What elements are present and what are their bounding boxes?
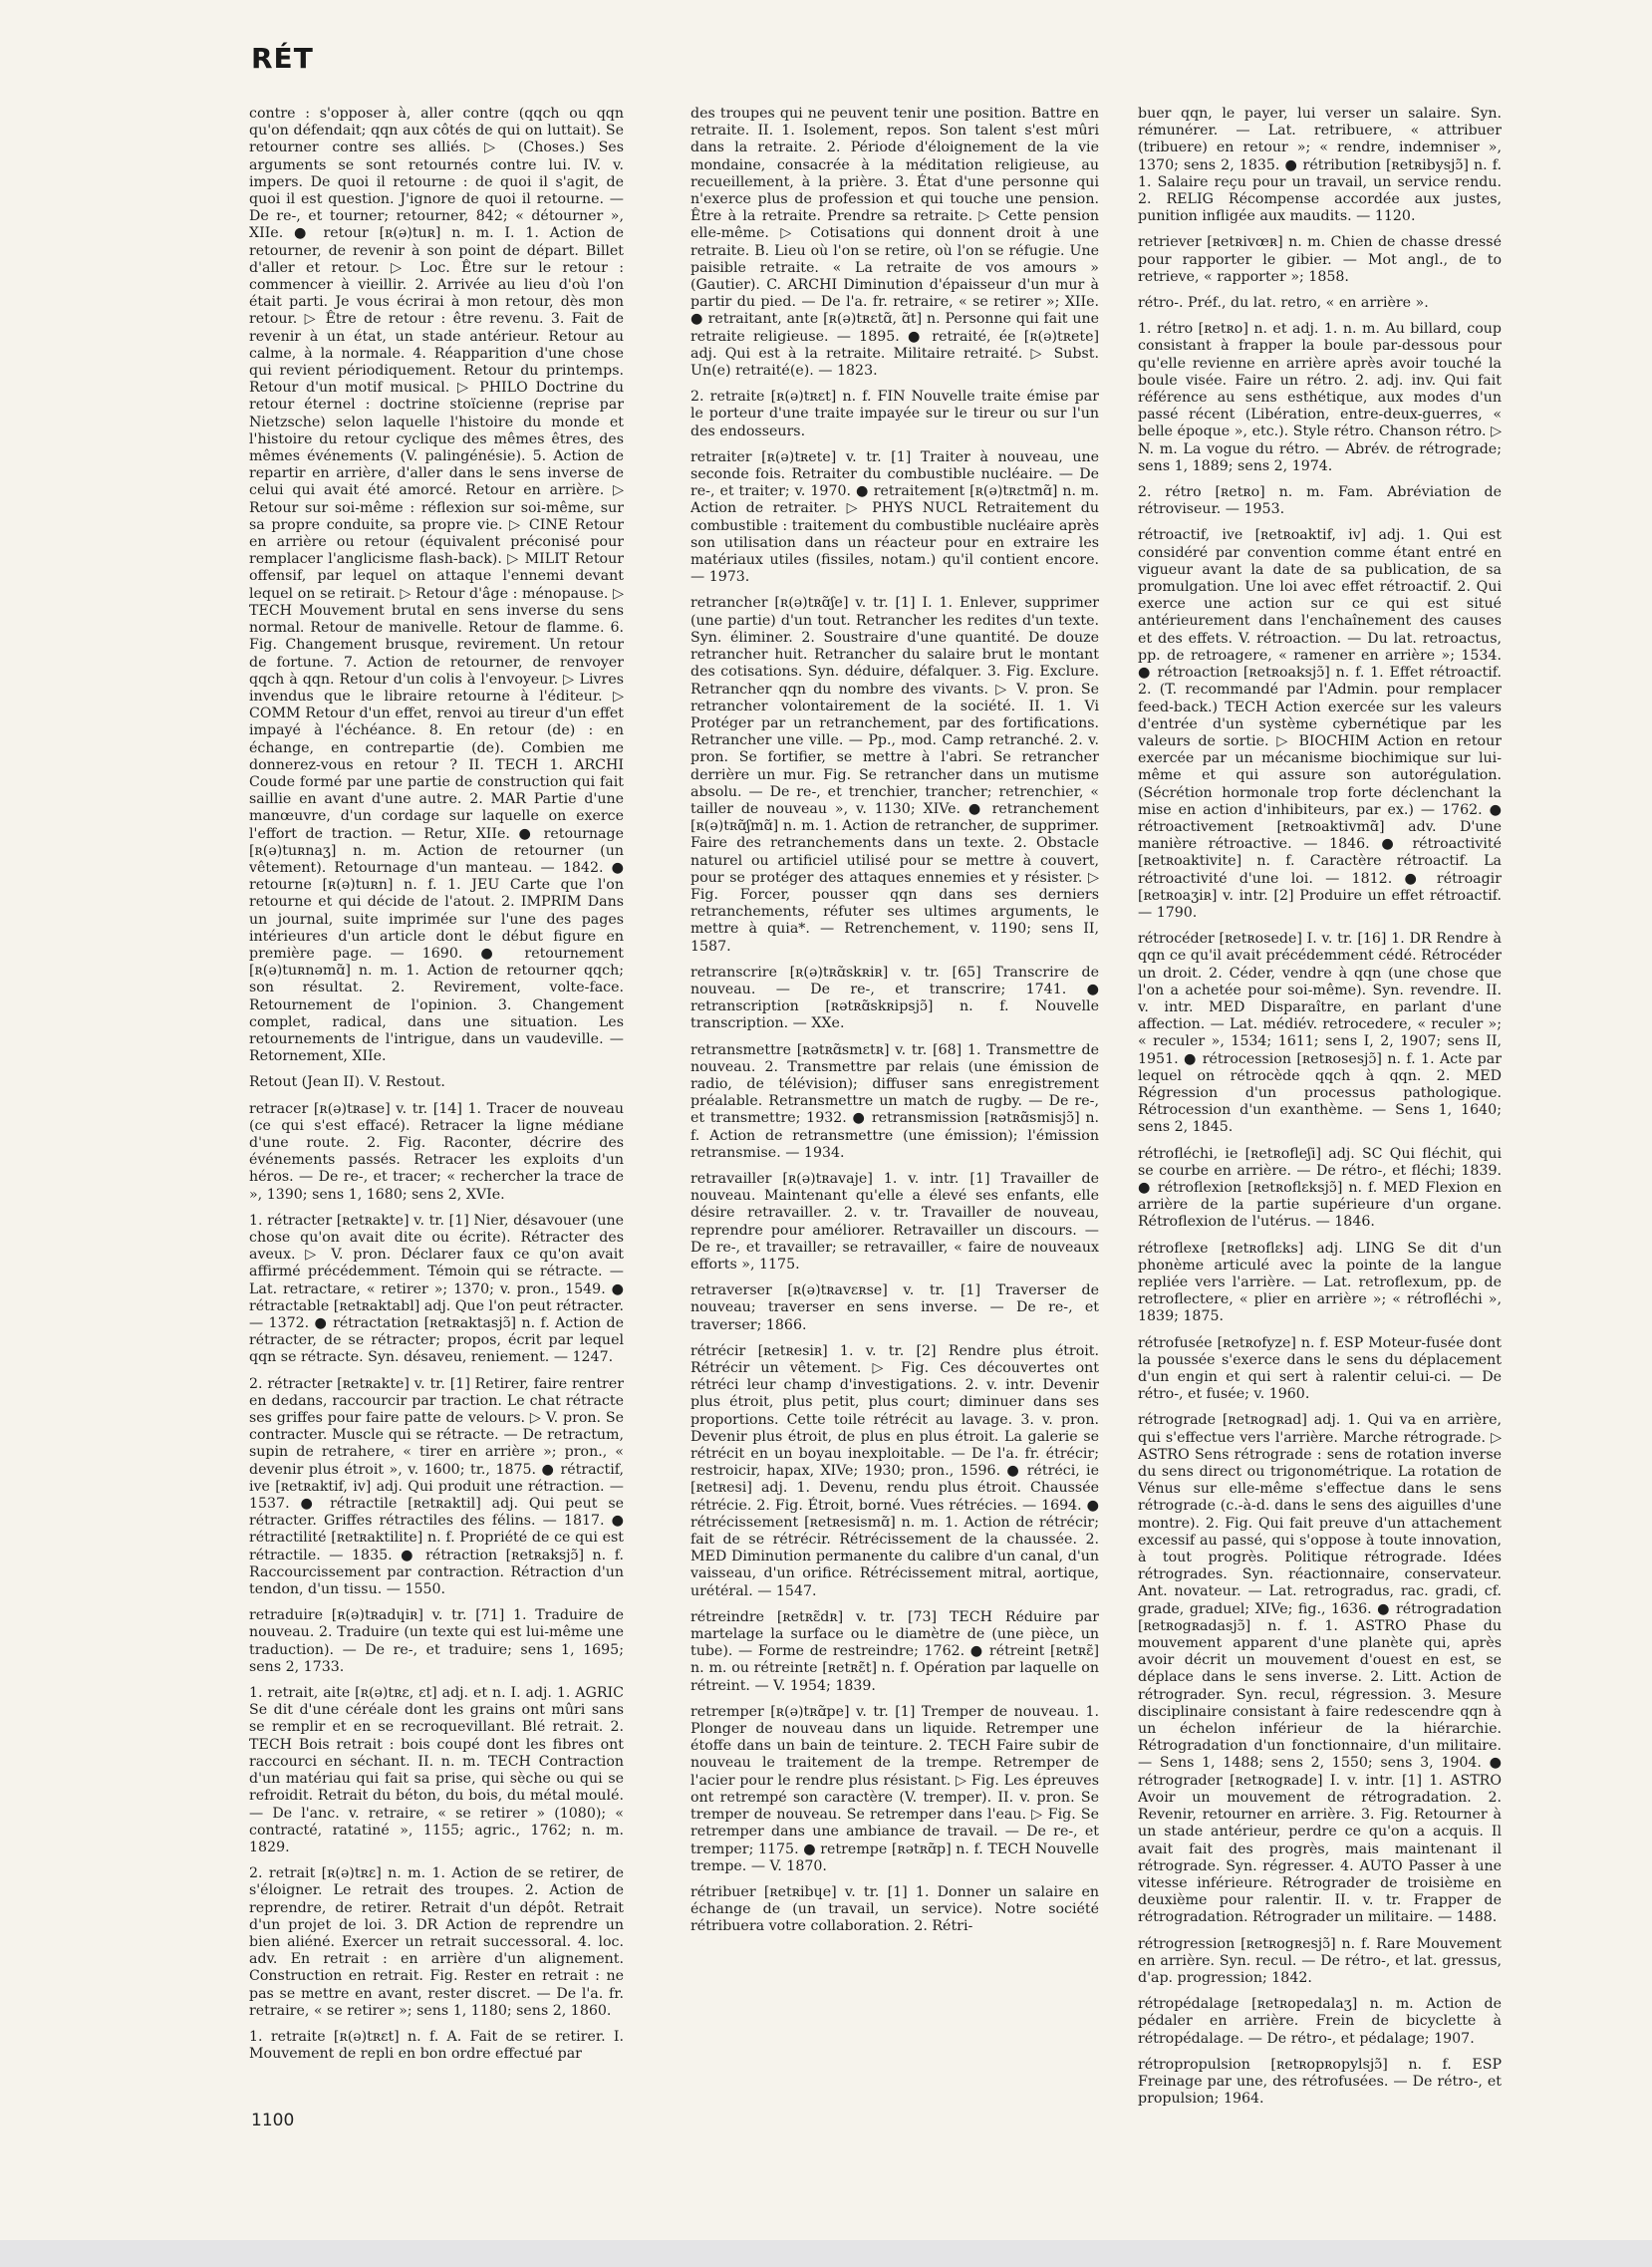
entry-retreindre: rétreindre [ʀetʀɛ̃dʀ] v. tr. [73] TECH Réduire par martelage la surface ou le diamètre de (une pièce, un tube). — Forme de restreindre; 1762. ● rétreint [ʀetʀɛ̃] n. m. ou rétreinte [ʀetʀɛ̃t] n. f. Opération par laquelle on rétreint. — V. 1954; 1839. bbox=[690, 1608, 1099, 1694]
entry-retro-prefix: rétro-. Préf., du lat. retro, « en arrière ». bbox=[1138, 295, 1429, 312]
entry-retrait-2: 2. retrait [ʀ(ə)tʀɛ] n. m. 1. Action de se retirer, de s'éloigner. Le retrait des troupes. 2. Action de reprendre, de retirer. Retrait d'un dépôt. Retrait d'un projet de loi. 3. DR Action de reprendre un bien aliéné. Exercer un retrait successoral. 4. loc. adv. En retrait : en arrière d'un alignement. Construction en retrait. Fig. Rester en retrait : ne pas se mettre en avant, rester discret. — De l'a. fr. retraire, « se retirer »; sens 1, 1180; sens 2, 1860. bbox=[249, 1865, 624, 2019]
entry-retro-1: 1. rétro [ʀetʀo] n. et adj. 1. n. m. Au billard, coup consistant à frapper la boule par-dessous pour qu'elle revienne en arrière après avoir touché la boule visée. Faire un rétro. 2. adj. inv. Qui fait référence au sens esthétique, aux modes d'un passé récent (Libération, entre-deux-guerres, « belle époque », etc.). Style rétro. Chanson rétro. ▷ N. m. La vogue du rétro. — Abrév. de rétrograde; sens 1, 1889; sens 2, 1974. bbox=[1138, 321, 1502, 474]
column-left bbox=[249, 106, 624, 2109]
entry-retropropulsion: rétropropulsion [ʀetʀopʀopylsjɔ̃] n. f. ESP Freinage par une, des rétrofusées. — De rétro-, et propulsion; 1964. bbox=[1138, 2056, 1502, 2108]
entry-retroflexe: rétroflexe [ʀetʀoflɛks] adj. LING Se dit d'un phonème articulé avec la pointe de la langue repliée vers l'arrière. — Lat. retroflexum, pp. de retroflectere, « plier en arrière »; « rétrofléchi », 1839; 1875. bbox=[1138, 1240, 1502, 1325]
entry-retracter-2: 2. rétracter [ʀetʀakte] v. tr. [1] Retirer, faire rentrer en dedans, raccourcir par traction. Le chat rétracte ses griffes pour faire patte de velours. ▷ V. pron. Se contracter. Muscle qui se rétracte. — De retractum, supin de retrahere, « tirer en arrière »; pron., « devenir plus étroit », v. 1600; tr., 1875. ● rétractif, ive [ʀetʀaktif, iv] adj. Qui produit une rétraction. — 1537. ● rétractile [ʀetʀaktil] adj. Qui peut se rétracter. Griffes rétractiles des félins. — 1817. ● rétractilité [ʀetʀaktilite] n. f. Propriété de ce qui est rétractile. — 1835. ● rétraction [ʀetʀaksjɔ̃] n. f. Raccourcissement par contraction. Rétraction d'un tendon, d'un tissu. — 1550. bbox=[249, 1375, 624, 1598]
entry-retro-2: 2. rétro [ʀetʀo] n. m. Fam. Abréviation de rétroviseur. — 1953. bbox=[1138, 484, 1502, 518]
column-right bbox=[1138, 106, 1502, 2109]
entry-retrancher: retrancher [ʀ(ə)tʀɑ̃ʃe] v. tr. [1] I. 1. Enlever, supprimer (une partie) d'un tout. Retrancher les redites d'un texte. Syn. éliminer. 2. Soustraire d'une quantité. De douze retrancher huit. Retrancher du salaire brut le montant des cotisations. Syn. déduire, défalquer. 3. Fig. Exclure. Retrancher qqn du nombre des vivants. ▷ V. pron. Se retrancher volontairement de la société. II. 1. Vi Protéger par un retranchement, par des fortifications. Retrancher une ville. — Pp., mod. Camp retranché. 2. v. pron. Se fortifier, se mettre à l'abri. Se retrancher derrière un mur. Fig. Se retrancher dans un mutisme absolu. — De re-, et trenchier, trancher; retrenchier, « tailler de nouveau », v. 1130; XIVe. ● retranchement [ʀ(ə)tʀɑ̃ʃmɑ̃] n. m. 1. Action de retrancher, de supprimer. Faire des retranchements dans un texte. 2. Obstacle naturel ou artificiel utilisé pour se mettre à couvert, pour se protéger des attaques ennemies et y résister. ▷ Fig. Forcer, pousser qqn dans ses derniers retranchements, réfuter ses ultimes arguments, le mettre à quia*. — Retrenchement, v. 1190; sens II, 1587. bbox=[690, 595, 1099, 955]
entry-retourner-cont: contre : s'opposer à, aller contre (qqch ou qqn qu'on défendait; qqn aux côtés de qui on luttait). Se retourner contre ses alliés. ▷ (Choses.) Ses arguments se sont retournés contre lui. IV. v. impers. De quoi il retourne : de quoi il s'agit, de quoi il est question. J'ignore de quoi il retourne. — De re-, et tourner; retourner, 842; « détourner », XIIe. ● retour [ʀ(ə)tuʀ] n. m. I. 1. Action de retourner, de revenir à son point de départ. Billet d'aller et retour. ▷ Loc. Être sur le retour : commencer à vieillir. 2. Arrivée au lieu d'où l'on était parti. Je vous écrirai à mon retour, dès mon retour. ▷ Être de retour : être revenu. 3. Fait de revenir à un état, un stade antérieur. Retour au calme, à la normale. 4. Réapparition d'une chose qui revient périodiquement. Retour du printemps. Retour d'un motif musical. ▷ PHILO Doctrine du retour éternel : doctrine stoïcienne (reprise par Nietzsche) selon laquelle l'histoire du monde et l'histoire du retour cyclique des mêmes êtres, des mêmes événements (V. palingénésie). 5. Action de repartir en arrière, d'aller dans le sens inverse de celui qui avait été amorcé. Retour en arrière. ▷ Retour sur soi-même : réflexion sur soi-même, sur sa propre conduite, sa propre vie. ▷ CINE Retour en arrière ou retour (équivalent préconisé pour remplacer l'anglicisme flash-back). ▷ MILIT Retour offensif, par lequel on attaque l'ennemi devant lequel on se retirait. ▷ Retour d'âge : ménopause. ▷ TECH Mouvement brutal en sens inverse du sens normal. Retour de manivelle. Retour de flamme. 6. Fig. Changement brusque, revirement. Un retour de fortune. 7. Action de retourner, de renvoyer qqch à qqn. Retour d'un colis à l'envoyeur. ▷ Livres invendus que le libraire retourne à l'éditeur. ▷ COMM Retour d'un effet, renvoi au tireur d'un effet impayé à l'échéance. 8. En retour (de) : en échange, en contrepartie (de). Combien me donnerez-vous en retour ? II. TECH 1. ARCHI Coude formé par une partie de construction qui fait saillie en avant d'une autre. 2. MAR Partie d'une manœuvre, d'un cordage sur laquelle on exerce l'effort de traction. — Retur, XIIe. ● retournage [ʀ(ə)tuʀnaʒ] n. m. Action de retourner (un vêtement). Retournage d'un manteau. — 1842. ● retourne [ʀ(ə)tuʀn] n. f. 1. JEU Carte que l'on retourne et qui décide de l'atout. 2. IMPRIM Dans un journal, suite imprimée sur l'une des pages intérieures d'un article dont le début figure en première page. — 1690. ● retournement [ʀ(ə)tuʀnəmɑ̃] n. m. 1. Action de retourner qqch; son résultat. 2. Revirement, volte-face. Retournement de l'opinion. 3. Changement complet, radical, dans une situation. Les retournements de l'intrigue, dans un vaudeville. — Retornement, XIIe. bbox=[249, 106, 624, 1065]
entry-retraduire: retraduire [ʀ(ə)tʀadɥiʀ] v. tr. [71] 1. Traduire de nouveau. 2. Traduire (un texte qui est lui-même une traduction). — De re-, et traduire; sens 1, 1695; sens 2, 1733. bbox=[249, 1607, 624, 1675]
entry-retroactif: rétroactif, ive [ʀetʀoaktif, iv] adj. 1. Qui est considéré par convention comme étant entré en vigueur avant la date de sa publication, de sa promulgation. Une loi avec effet rétroactif. 2. Qui exerce une action sur ce qui est situé antérieurement dans l'enchaînement des causes et des effets. V. rétroaction. — Du lat. retroactus, pp. de retroagere, « ramener en arrière »; 1534. ● rétroaction [ʀetʀoaksjɔ̃] n. f. 1. Effet rétroactif. 2. (T. recommandé par l'Admin. pour remplacer feed-back.) TECH Action exercée sur les valeurs d'entrée d'un système cybernétique par les valeurs de sortie. ▷ BIOCHIM Action en retour exercée par un mécanisme biochimique sur lui-même et qui assure son autorégulation. (Sécrétion hormonale trop forte déclenchant la mise en action d'inhibiteurs, par ex.) — 1762. ● rétroactivement [ʀetʀoaktivmɑ̃] adv. D'une manière rétroactive. — 1846. ● rétroactivité [ʀetʀoaktivite] n. f. Caractère rétroactif. La rétroactivité d'une loi. — 1812. ● rétroagir [ʀetʀoaʒiʀ] v. intr. [2] Produire un effet rétroactif. — 1790. bbox=[1138, 527, 1502, 921]
entry-retrograde: rétrograde [ʀetʀogʀad] adj. 1. Qui va en arrière, qui s'effectue vers l'arrière. Marche rétrograde. ▷ ASTRO Sens rétrograde : sens de rotation inverse du sens direct ou trigonométrique. La rotation de Vénus sur elle-même s'effectue dans le sens rétrograde (c.-à-d. dans le sens des aiguilles d'une montre). 2. Fig. Qui fait preuve d'un attachement excessif au passé, qui s'oppose à toute innovation, à tout progrès. Politique rétrograde. Idées rétrogrades. Syn. réactionnaire, conservateur. Ant. novateur. — Lat. retrogradus, rac. gradi, cf. grade, graduel; XIVe; fig., 1636. ● rétrogradation [ʀetʀogʀadasjɔ̃] n. f. 1. ASTRO Phase du mouvement apparent d'une planète qui, après avoir décrit un mouvement d'ouest en est, se déplace dans le sens inverse. 2. Litt. Action de rétrograder. Syn. recul, régression. 3. Mesure disciplinaire consistant à faire redescendre qqn à un échelon inférieur de la hiérarchie. Rétrogradation d'un fonctionnaire, d'un militaire. — Sens 1, 1488; sens 2, 1550; sens 3, 1904. ● rétrograder [ʀetʀogʀade] I. v. intr. [1] 1. ASTRO Avoir un mouvement de rétrogradation. 2. Revenir, retourner en arrière. 3. Fig. Retourner à un stade antérieur, perdre ce qu'on a acquis. Il avait fait des progrès, mais maintenant il rétrograde. Syn. régresser. 4. AUTO Passer à une vitesse inférieure. Rétrograder de troisième en deuxième pour ralentir. II. v. tr. Frapper de rétrogradation. Rétrograder un militaire. — 1488. bbox=[1138, 1412, 1502, 1926]
entry-retracer: retracer [ʀ(ə)tʀase] v. tr. [14] 1. Tracer de nouveau (ce qui s'est effacé). Retracer la ligne médiane d'une route. 2. Fig. Raconter, décrire des événements passés. Retracer les exploits d'un héros. — De re-, et tracer; « rechercher la trace de », 1390; sens 1, 1680; sens 2, XVIe. bbox=[249, 1100, 624, 1203]
entry-retroceder: rétrocéder [ʀetʀosede] I. v. tr. [16] 1. DR Rendre à qqn ce qu'il avait précédemment cédé. Rétrocéder un droit. 2. Céder, vendre à qqn (une chose que l'on a achetée pour soi-même). Syn. revendre. II. v. intr. MED Disparaître, en parlant d'une affection. — Lat. médiév. retrocedere, « reculer »; « reculer », 1534; 1611; sens I, 2, 1907; sens II, 1951. ● rétrocession [ʀetʀosesjɔ̃] n. f. 1. Acte par lequel on rétrocède qqch à qqn. 2. MED Régression d'un processus pathologique. Rétrocession d'un exanthème. — Sens 1, 1640; sens 2, 1845. bbox=[1138, 931, 1502, 1136]
entry-retraverser: retraverser [ʀ(ə)tʀavɛʀse] v. tr. [1] Traverser de nouveau; traverser en sens inverse. — De re-, et traverser; 1866. bbox=[690, 1282, 1099, 1333]
entry-retrofusee: rétrofusée [ʀetʀofyze] n. f. ESP Moteur-fusée dont la poussée s'exerce dans le sens du déplacement d'un engin et qui sert à ralentir celui-ci. — De rétro-, et fusée; v. 1960. bbox=[1138, 1334, 1502, 1403]
entry-retraite-1-cont: des troupes qui ne peuvent tenir une position. Battre en retraite. II. 1. Isolement, repos. Son talent s'est mûri dans la retraite. 2. Période d'éloignement de la vie mondaine, consacrée à la méditation religieuse, au recueillement, à la prière. 3. État d'une personne qui n'exerce plus de profession et qui touche une pension. Être à la retraite. Prendre sa retraite. ▷ Cette pension elle-même. ▷ Cotisations qui donnent droit à une retraite. B. Lieu où l'on se retire, où l'on se réfugie. Une paisible retraite. « La retraite de vos amours » (Gautier). C. ARCHI Diminution d'épaisseur d'un mur à partir du pied. — De l'a. fr. retraire, « se retirer »; XIIe. ● retraitant, ante [ʀ(ə)tʀɛtɑ̃, ɑ̃t] n. Personne qui fait une retraite religieuse. — 1895. ● retraité, ée [ʀ(ə)tʀete] adj. Qui est à la retraite. Militaire retraité. ▷ Subst. Un(e) retraité(e). — 1823. bbox=[690, 106, 1099, 380]
entry-retraite-1: 1. retraite [ʀ(ə)tʀɛt] n. f. A. Fait de se retirer. I. Mouvement de repli en bon ordre effectué par bbox=[249, 2028, 624, 2063]
column-middle bbox=[690, 106, 1099, 2109]
entry-retout: Retout (Jean II). V. Restout. bbox=[249, 1074, 445, 1091]
entry-retribuer: rétribuer [ʀetʀibɥe] v. tr. [1] 1. Donner un salaire en échange de (un travail, un service). Notre société rétribuera votre collaboration. 2. Rétri- bbox=[690, 1883, 1099, 1935]
entry-retraite-2: 2. retraite [ʀ(ə)tʀɛt] n. f. FIN Nouvelle traite émise par le porteur d'une traite impayée sur le tireur ou sur l'un des endosseurs. bbox=[690, 389, 1099, 439]
entry-retroflechi: rétrofléchi, ie [ʀetʀofleʃi] adj. SC Qui fléchit, qui se courbe en arrière. — De rétro-, et fléchi; 1839. ● rétroflexion [ʀetʀoflɛksjɔ̃] n. f. MED Flexion en arrière de la partie supérieure d'un organe. Rétroflexion de l'utérus. — 1846. bbox=[1138, 1145, 1502, 1231]
entry-retraiter: retraiter [ʀ(ə)tʀete] v. tr. [1] Traiter à nouveau, une seconde fois. Retraiter du combustible nucléaire. — De re-, et traiter; v. 1970. ● retraitement [ʀ(ə)tʀɛtmɑ̃] n. m. Action de retraiter. ▷ PHYS NUCL Retraitement du combustible : traitement du combustible nucléaire après son utilisation dans un réacteur pour en extraire les matériaux utiles (fissiles, notam.) qu'il contient encore. — 1973. bbox=[690, 448, 1099, 586]
entry-retrogression: rétrogression [ʀetʀogʀesjɔ̃] n. f. Rare Mouvement en arrière. Syn. recul. — De rétro-, et lat. gressus, d'ap. progression; 1842. bbox=[1138, 1935, 1502, 1986]
entry-retransmettre: retransmettre [ʀətʀɑ̃smɛtʀ] v. tr. [68] 1. Transmettre de nouveau. 2. Transmettre par relais (une émission de radio, de télévision); diffuser sans enregistrement préalable. Retransmettre un match de rugby. — De re-, et transmettre; 1932. ● retransmission [ʀətʀɑ̃smisjɔ̃] n. f. Action de retransmettre (une émission); l'émission retransmise. — 1934. bbox=[690, 1041, 1099, 1161]
entry-retremper: retremper [ʀ(ə)tʀɑ̃pe] v. tr. [1] Tremper de nouveau. 1. Plonger de nouveau dans un liquide. Retremper une étoffe dans un bain de teinture. 2. TECH Faire subir de nouveau le traitement de la trempe. Retremper de l'acier pour le rendre plus résistant. ▷ Fig. Les épreuves ont retrempé son caractère (V. tremper). II. v. pron. Se tremper de nouveau. Se retremper dans l'eau. ▷ Fig. Se retremper dans une ambiance de travail. — De re-, et tremper; 1175. ● retrempe [ʀətʀɑ̃p] n. f. TECH Nouvelle trempe. — V. 1870. bbox=[690, 1703, 1099, 1874]
page-number: 1100 bbox=[251, 2111, 295, 2130]
entry-retrait-1: 1. retrait, aite [ʀ(ə)tʀɛ, ɛt] adj. et n. I. adj. 1. AGRIC Se dit d'une céréale dont les grains ont mûri sans se remplir et en se recroquevillant. Blé retrait. 2. TECH Bois retrait : bois coupé dont les fibres ont raccourci en séchant. II. n. m. TECH Contraction d'un matériau qui fait sa prise, qui sèche ou qui se refroidit. Retrait du béton, du bois, du métal moulé. — De l'anc. v. retraire, « se retirer » (1080); « contracté, ratatiné », 1155; agric., 1762; n. m. 1829. bbox=[249, 1685, 624, 1855]
entry-retribuer-cont: buer qqn, le payer, lui verser un salaire. Syn. rémunérer. — Lat. retribuere, « attribuer (tribuere) en retour »; « rendre, indemniser », 1370; sens 2, 1835. ● rétribution [ʀetʀibysjɔ̃] n. f. 1. Salaire reçu pour un travail, un service rendu. 2. RELIG Récompense accordée aux justes, punition infligée aux maudits. — 1120. bbox=[1138, 106, 1502, 225]
entry-retracter-1: 1. rétracter [ʀetʀakte] v. tr. [1] Nier, désavouer (une chose qu'on avait dite ou écrite). Rétracter des aveux. ▷ V. pron. Déclarer faux ce qu'on avait affirmé précédemment. Témoin qui se rétracte. — Lat. retractare, « retirer »; 1370; v. pron., 1549. ● rétractable [ʀetʀaktabl] adj. Que l'on peut rétracter. — 1372. ● rétractation [ʀetʀaktasjɔ̃] n. f. Action de rétracter, de se rétracter; propos, écrit par lequel qqn se rétracte. Syn. désaveu, reniement. — 1247. bbox=[249, 1212, 624, 1366]
entry-retrecir: rétrécir [ʀetʀesiʀ] 1. v. tr. [2] Rendre plus étroit. Rétrécir un vêtement. ▷ Fig. Ces découvertes ont rétréci leur champ d'investigations. 2. v. intr. Devenir plus étroit, plus petit, plus court; diminuer dans ses proportions. Cette toile rétrécit au lavage. 3. v. pron. Devenir plus étroit, de plus en plus étroit. La galerie se rétrécit en un boyau inexploitable. — De l'a. fr. étrécir; restroicir, hapax, XIVe; 1930; pron., 1596. ● rétréci, ie [ʀetʀesi] adj. 1. Devenu, rendu plus étroit. Chaussée rétrécie. 2. Fig. Étroit, borné. Vues rétrécies. — 1694. ● rétrécissement [ʀetʀesismɑ̃] n. m. 1. Action de rétrécir; fait de se rétrécir. Rétrécissement de la chaussée. 2. MED Diminution permanente du calibre d'un canal, d'un vaisseau, d'un orifice. Rétrécissement mitral, aortique, urétéral. — 1547. bbox=[690, 1342, 1099, 1599]
entry-retriever: retriever [ʀetʀivœʀ] n. m. Chien de chasse dressé pour rapporter le gibier. — Mot angl., de to retrieve, « rapporter »; 1858. bbox=[1138, 234, 1502, 285]
entry-retranscrire: retranscrire [ʀ(ə)tʀɑ̃skʀiʀ] v. tr. [65] Transcrire de nouveau. — De re-, et transcrire; 1741. ● retranscription [ʀətʀɑ̃skʀipsjɔ̃] n. f. Nouvelle transcription. — XXe. bbox=[690, 964, 1099, 1032]
entry-retropedalage: rétropédalage [ʀetʀopedalaʒ] n. m. Action de pédaler en arrière. Frein de bicyclette à rétropédalage. — De rétro-, et pédalage; 1907. bbox=[1138, 1996, 1502, 2047]
entry-retravailler: retravailler [ʀ(ə)tʀavaje] 1. v. intr. [1] Travailler de nouveau. Maintenant qu'elle a élevé ses enfants, elle désire retravailler. 2. v. tr. Travailler de nouveau, reprendre pour améliorer. Retravailler un discours. — De re-, et travailler; se retravailler, « faire de nouveaux efforts », 1175. bbox=[690, 1170, 1099, 1273]
running-head: RÉT bbox=[251, 42, 314, 75]
